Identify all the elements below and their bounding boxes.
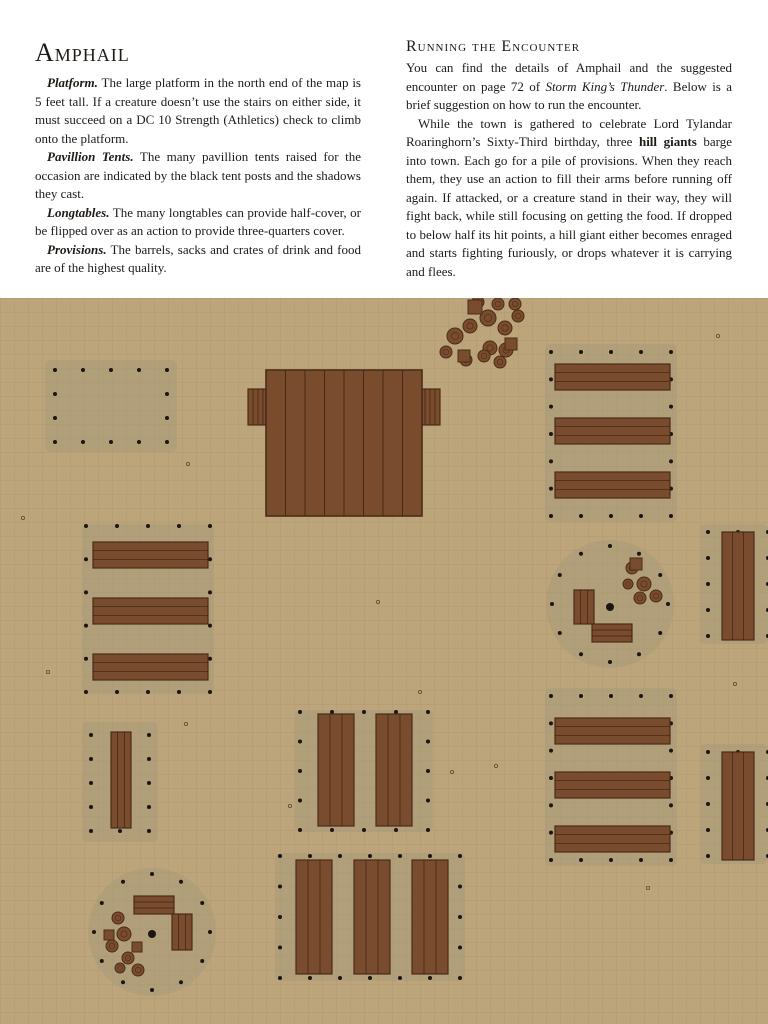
tent-post bbox=[706, 854, 710, 858]
tent-post bbox=[639, 858, 643, 862]
provisions-text: The barrels, sacks and crates of drink and food are of the highest quality. bbox=[35, 241, 361, 275]
tent-post bbox=[706, 582, 710, 586]
longtables-paragraph bbox=[35, 204, 361, 241]
barrel bbox=[112, 912, 124, 924]
tent-post bbox=[458, 946, 462, 950]
tent-post bbox=[150, 988, 154, 992]
tent-post bbox=[426, 769, 430, 773]
tent-post bbox=[608, 660, 612, 664]
tent-post bbox=[89, 757, 93, 761]
tent-post bbox=[426, 828, 430, 832]
tent-post bbox=[53, 416, 57, 420]
encounter-paragraph bbox=[406, 115, 732, 282]
tent-post bbox=[308, 854, 312, 858]
tent-post bbox=[84, 657, 88, 661]
tent-post bbox=[278, 976, 282, 980]
tent-post bbox=[549, 721, 553, 725]
tent-post bbox=[81, 440, 85, 444]
tent-post bbox=[398, 976, 402, 980]
tent-post bbox=[118, 829, 122, 833]
section-heading: Running the Encounter bbox=[406, 38, 581, 55]
tent-post bbox=[147, 805, 151, 809]
tent-post bbox=[669, 749, 673, 753]
tent-post bbox=[109, 440, 113, 444]
platform-paragraph bbox=[35, 74, 361, 148]
longtable bbox=[555, 826, 670, 852]
longtable bbox=[93, 598, 208, 624]
tent-post bbox=[89, 733, 93, 737]
tent-post bbox=[426, 799, 430, 803]
barrel bbox=[623, 579, 633, 589]
tent-post bbox=[147, 781, 151, 785]
tent-post bbox=[338, 854, 342, 858]
tent-post bbox=[165, 368, 169, 372]
tent-post bbox=[100, 901, 104, 905]
tent-post bbox=[115, 524, 119, 528]
tent-post bbox=[179, 880, 183, 884]
tent-post bbox=[637, 652, 641, 656]
tent-post bbox=[549, 350, 553, 354]
tent-post bbox=[208, 657, 212, 661]
tent-post bbox=[398, 854, 402, 858]
tent-post bbox=[109, 368, 113, 372]
tent-post bbox=[549, 831, 553, 835]
longtable bbox=[412, 860, 448, 974]
left-column bbox=[35, 38, 361, 278]
longtable bbox=[318, 714, 354, 826]
tent-post bbox=[609, 350, 613, 354]
tent-post bbox=[549, 776, 553, 780]
tent-post bbox=[362, 828, 366, 832]
tent-post bbox=[84, 690, 88, 694]
tent-post bbox=[394, 828, 398, 832]
tent-post bbox=[558, 573, 562, 577]
tent-post bbox=[706, 828, 710, 832]
tent-post bbox=[298, 769, 302, 773]
barrel bbox=[463, 319, 477, 333]
barrel bbox=[634, 592, 646, 604]
book-title: Storm King’s Thunder bbox=[545, 78, 665, 94]
encounter-text-a: While the town is gathered to celebrate Lord Tylandar Roaringhorn’s Sixty-Third birthday, three bbox=[406, 115, 732, 149]
tent-post bbox=[53, 392, 57, 396]
barrel bbox=[115, 963, 125, 973]
tent-post bbox=[368, 976, 372, 980]
tent-post bbox=[84, 624, 88, 628]
tent-post bbox=[669, 405, 673, 409]
tent-post bbox=[179, 980, 183, 984]
crate bbox=[132, 942, 142, 952]
crate bbox=[505, 338, 517, 350]
tent-post bbox=[165, 392, 169, 396]
tent-post bbox=[549, 803, 553, 807]
tent-post bbox=[362, 710, 366, 714]
longtable bbox=[555, 772, 670, 798]
tent-post bbox=[278, 946, 282, 950]
longtable bbox=[722, 532, 754, 640]
barrel bbox=[512, 310, 524, 322]
barrel bbox=[650, 590, 662, 602]
tent-post bbox=[81, 368, 85, 372]
tent-post bbox=[121, 880, 125, 884]
tent-post bbox=[669, 459, 673, 463]
tent-post bbox=[549, 459, 553, 463]
tent-post bbox=[298, 828, 302, 832]
tent-post bbox=[426, 740, 430, 744]
tent-post bbox=[550, 602, 554, 606]
barrel bbox=[440, 346, 452, 358]
platform-text: The large platform in the north end of the map is 5 feet tall. If a creature doesn’t use the stairs on either side, it must succeed on a DC 10 Strength (Athletics) check to climb onto the platform. bbox=[35, 75, 361, 146]
tent-post bbox=[177, 524, 181, 528]
tent-post bbox=[147, 733, 151, 737]
tent-post bbox=[298, 740, 302, 744]
tent-post bbox=[549, 514, 553, 518]
tent-post bbox=[165, 416, 169, 420]
intro-text-a: You can find the details of Amphail and the suggested encounter on page 72 of bbox=[406, 60, 732, 94]
encounter-text-b: barge into town. Each go for a pile of provisions. When they reach them, they use an action to fill their arms before running off again. If attacked, or a creature stand in their way, they will fight back, while still focusing on getting the food. If dropped to below half its hit points, a hill giant either becomes enraged and starts fighting furiously, or drops whatever it is carrying and flees. bbox=[406, 134, 733, 279]
right-column bbox=[406, 36, 732, 281]
tent-post bbox=[609, 694, 613, 698]
tent-post bbox=[115, 690, 119, 694]
longtable bbox=[93, 654, 208, 680]
tent-post bbox=[208, 624, 212, 628]
tent-post bbox=[458, 854, 462, 858]
barrel bbox=[637, 577, 651, 591]
tent-post bbox=[706, 556, 710, 560]
tent-post bbox=[558, 631, 562, 635]
battle-map bbox=[0, 298, 768, 1024]
platform-lead: Platform. bbox=[47, 75, 98, 90]
tent-post bbox=[639, 350, 643, 354]
provisions-paragraph bbox=[35, 241, 361, 278]
tent-post bbox=[706, 530, 710, 534]
longtables-lead: Longtables. bbox=[47, 204, 110, 220]
longtable bbox=[354, 860, 390, 974]
tent-post bbox=[428, 854, 432, 858]
barrel bbox=[509, 298, 521, 310]
longtable bbox=[296, 860, 332, 974]
tent-post bbox=[121, 980, 125, 984]
longtable bbox=[555, 364, 670, 390]
tent-post bbox=[666, 602, 670, 606]
tent-post bbox=[458, 915, 462, 919]
monster-name: hill giants bbox=[638, 134, 697, 149]
longtable bbox=[555, 418, 670, 444]
tent-post bbox=[549, 377, 553, 381]
tent-post bbox=[92, 930, 96, 934]
tent-post bbox=[658, 631, 662, 635]
tent-post bbox=[579, 694, 583, 698]
tent-post bbox=[368, 854, 372, 858]
tent-post bbox=[458, 976, 462, 980]
tent-post bbox=[137, 368, 141, 372]
tents-lead: Pavillion Tents. bbox=[47, 149, 134, 164]
tent-post bbox=[137, 440, 141, 444]
tent-post bbox=[84, 557, 88, 561]
longtable bbox=[93, 542, 208, 568]
tent-post bbox=[330, 828, 334, 832]
tent-center-post bbox=[606, 603, 614, 611]
tents-paragraph bbox=[35, 148, 361, 204]
barrel bbox=[494, 356, 506, 368]
tent-post bbox=[579, 350, 583, 354]
provisions-lead: Provisions. bbox=[47, 241, 107, 257]
barrel bbox=[106, 940, 118, 952]
tent-post bbox=[669, 803, 673, 807]
tent-post bbox=[579, 552, 583, 556]
longtable bbox=[592, 624, 632, 642]
tent-post bbox=[706, 802, 710, 806]
tent-post bbox=[428, 976, 432, 980]
tent-post bbox=[579, 858, 583, 862]
tent-post bbox=[53, 440, 57, 444]
crate bbox=[468, 300, 482, 314]
tent-post bbox=[426, 710, 430, 714]
tent-post bbox=[84, 524, 88, 528]
encounter-intro-paragraph bbox=[406, 59, 732, 115]
tent-center-post bbox=[148, 930, 156, 938]
tent-post bbox=[278, 915, 282, 919]
tent-post bbox=[669, 350, 673, 354]
tent-shadow bbox=[45, 360, 177, 452]
tent-post bbox=[165, 440, 169, 444]
barrel bbox=[132, 964, 144, 976]
tent-post bbox=[579, 652, 583, 656]
tent-post bbox=[706, 750, 710, 754]
tent-post bbox=[338, 976, 342, 980]
tent-post bbox=[208, 590, 212, 594]
tent-post bbox=[549, 432, 553, 436]
tent-post bbox=[706, 608, 710, 612]
tent-post bbox=[549, 487, 553, 491]
tent-post bbox=[146, 524, 150, 528]
longtable bbox=[574, 590, 594, 624]
barrel bbox=[498, 321, 512, 335]
tent-post bbox=[200, 959, 204, 963]
tent-post bbox=[579, 514, 583, 518]
crate bbox=[458, 350, 470, 362]
tent-post bbox=[150, 872, 154, 876]
barrel bbox=[117, 927, 131, 941]
tent-post bbox=[200, 901, 204, 905]
tent-post bbox=[89, 829, 93, 833]
tent-post bbox=[609, 858, 613, 862]
tent-post bbox=[147, 757, 151, 761]
tent-post bbox=[147, 829, 151, 833]
intro-text-b: . Below is a brief suggestion on how to run the encounter. bbox=[406, 78, 732, 112]
tent-post bbox=[549, 694, 553, 698]
tent-post bbox=[208, 524, 212, 528]
longtable bbox=[111, 732, 131, 828]
tent-post bbox=[146, 690, 150, 694]
crate bbox=[630, 558, 642, 570]
tent-post bbox=[639, 694, 643, 698]
tent-post bbox=[208, 930, 212, 934]
tent-post bbox=[177, 690, 181, 694]
barrel bbox=[447, 328, 463, 344]
tent-post bbox=[278, 885, 282, 889]
tent-post bbox=[298, 710, 302, 714]
tent-post bbox=[53, 368, 57, 372]
tent-post bbox=[100, 959, 104, 963]
tent-post bbox=[89, 781, 93, 785]
longtable bbox=[722, 752, 754, 860]
tent-post bbox=[549, 405, 553, 409]
tent-post bbox=[706, 634, 710, 638]
barrel bbox=[122, 952, 134, 964]
longtable bbox=[134, 896, 174, 914]
tent-post bbox=[458, 885, 462, 889]
tent-post bbox=[89, 805, 93, 809]
tent-post bbox=[658, 573, 662, 577]
tent-post bbox=[608, 544, 612, 548]
tent-post bbox=[308, 976, 312, 980]
tent-post bbox=[669, 514, 673, 518]
tent-post bbox=[208, 557, 212, 561]
tent-post bbox=[278, 854, 282, 858]
tent-post bbox=[639, 514, 643, 518]
crate bbox=[104, 930, 114, 940]
tent-post bbox=[637, 552, 641, 556]
longtables-text: The many longtables can provide half-cover, or be flipped over as an action to provide three-quarters cover. bbox=[35, 204, 361, 238]
longtable bbox=[172, 914, 192, 950]
tent-post bbox=[549, 749, 553, 753]
page-title: Amphail bbox=[35, 38, 130, 67]
barrel bbox=[492, 298, 504, 310]
tent-post bbox=[84, 590, 88, 594]
tent-post bbox=[298, 799, 302, 803]
tent-post bbox=[549, 858, 553, 862]
tent-post bbox=[609, 514, 613, 518]
tent-post bbox=[706, 776, 710, 780]
tent-post bbox=[669, 858, 673, 862]
tents-text: The many pavillion tents raised for the occasion are indicated by the black tent posts and the shadows they cast. bbox=[35, 149, 361, 201]
barrel bbox=[478, 350, 490, 362]
longtable bbox=[555, 718, 670, 744]
tent-post bbox=[669, 694, 673, 698]
longtable bbox=[555, 472, 670, 498]
tent-post bbox=[208, 690, 212, 694]
longtable bbox=[376, 714, 412, 826]
